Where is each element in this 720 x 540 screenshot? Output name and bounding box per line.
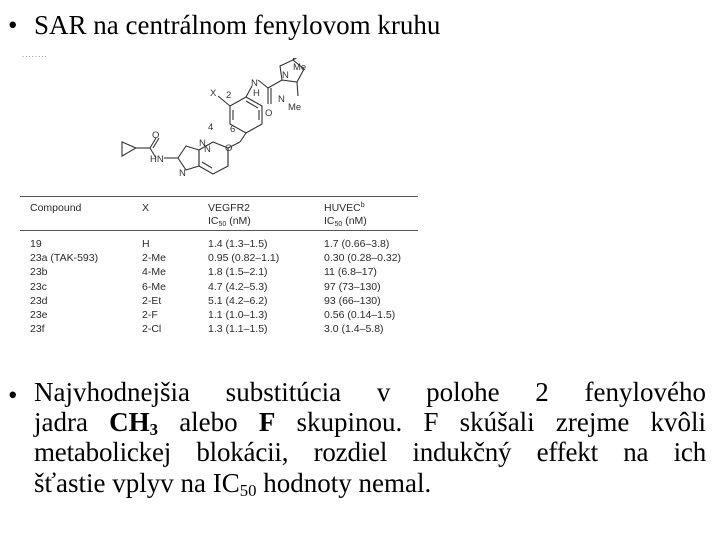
ch3-formula: $CH_3$ — [109, 407, 159, 440]
chemical-structure — [100, 58, 420, 198]
table-top-rule — [20, 196, 418, 197]
paragraph-line-1: Najvhodnejšia substitúcia v polohe 2 fenylového — [34, 377, 706, 407]
header-huvec: HUVEC$^b$ — [324, 202, 365, 214]
table-cell-compound: 23a (TAK-593) — [30, 252, 99, 265]
me-top-label: Me — [293, 62, 307, 73]
x-label: X — [210, 88, 217, 99]
table-cell-huvec: 1.7 (0.66–3.8) — [324, 238, 390, 250]
imidazole-n-label: N — [199, 138, 206, 149]
decorative-dots: ........ — [22, 50, 48, 59]
conclusion-paragraph — [34, 377, 706, 498]
table-cell-vegfr2: 1.8 (1.5–2.1) — [208, 266, 268, 279]
pos6-label: 6 — [230, 124, 236, 135]
cp-carbonyl-o-label: O — [152, 130, 160, 141]
table-cell-x: 2-F — [142, 309, 158, 321]
header-huvec-ic: $IC_{50}$ (nM) — [324, 215, 367, 228]
slide-title: SAR na centrálnom fenylovom kruhu — [34, 10, 441, 40]
table-cell-compound: 19 — [30, 238, 42, 250]
table-cell-x: 2-Et — [142, 294, 162, 307]
table-cell-compound: 23c — [30, 280, 47, 293]
table-cell-huvec: 0.30 (0.28–0.32) — [324, 252, 402, 265]
f-symbol: F — [258, 407, 276, 438]
header-x: X — [142, 202, 150, 214]
table-cell-compound: 23d — [30, 294, 48, 307]
table-cell-vegfr2: 1.3 (1.1–1.5) — [208, 323, 268, 336]
table-cell-vegfr2: 1.1 (1.0–1.3) — [208, 309, 268, 321]
nh-h-label: H — [253, 88, 260, 99]
header-vegfr2: VEGFR2 — [208, 202, 251, 214]
bullet-1: • — [8, 10, 18, 40]
table-cell-vegfr2: 0.95 (0.82–1.1) — [208, 252, 280, 265]
ether-o-label: O — [225, 143, 233, 154]
table-cell-huvec: 97 (73–130) — [324, 280, 381, 293]
table-cell-x: 2-Me — [142, 252, 166, 265]
table-cell-compound: 23b — [30, 266, 48, 279]
table-cell-x: 6-Me — [142, 280, 166, 293]
nh-n-label: N — [251, 78, 258, 89]
pos2-label: 2 — [226, 90, 232, 101]
paragraph-line-3: metabolickej blokácii, rozdiel indukčný effekt na ich — [34, 437, 706, 468]
table-cell-vegfr2: 5.1 (4.2–6.2) — [208, 294, 268, 307]
imidazole-ring — [178, 146, 199, 170]
table-cell-compound: 23e — [30, 309, 48, 321]
amide-o-label: O — [265, 108, 273, 119]
pyrazole-n2-label: N — [278, 94, 285, 105]
table-cell-huvec: 0.56 (0.14–1.5) — [324, 309, 396, 321]
pos4-label: 4 — [208, 122, 214, 133]
table-cell-huvec: 11 (6.8–17) — [324, 266, 377, 279]
table-cell-x: H — [142, 238, 150, 250]
table-cell-vegfr2: 1.4 (1.3–1.5) — [208, 238, 268, 250]
table-cell-vegfr2: 4.7 (4.2–5.3) — [208, 280, 268, 293]
paragraph-line-4: šťastie vplyv na $IC_{50}$ hodnoty nemal. — [34, 467, 432, 500]
hn-label: HN — [150, 154, 164, 165]
table-cell-huvec: 93 (66–130) — [324, 294, 381, 307]
table-header-rule — [20, 230, 418, 231]
table-cell-x: 4-Me — [142, 266, 166, 279]
imidazole-n2-label: N — [179, 168, 186, 179]
header-compound: Compound — [30, 202, 82, 214]
cyclopropyl-ring — [122, 142, 136, 156]
pyridazine-n-label: N — [204, 144, 211, 155]
header-vegfr2-ic: $IC_{50}$ (nM) — [208, 215, 251, 228]
table-cell-huvec: 3.0 (1.4–5.8) — [324, 323, 384, 336]
pyrazole-n1-label: N — [282, 70, 289, 81]
bullet-2: • — [8, 380, 18, 410]
table-cell-compound: 23f — [30, 323, 45, 336]
me-n-label: Me — [288, 102, 302, 113]
paragraph-line-2: jadra $CH_3$ alebo F skupinou. F skúšali zrejme kvôli — [34, 407, 706, 440]
table-cell-x: 2-Cl — [142, 323, 162, 336]
